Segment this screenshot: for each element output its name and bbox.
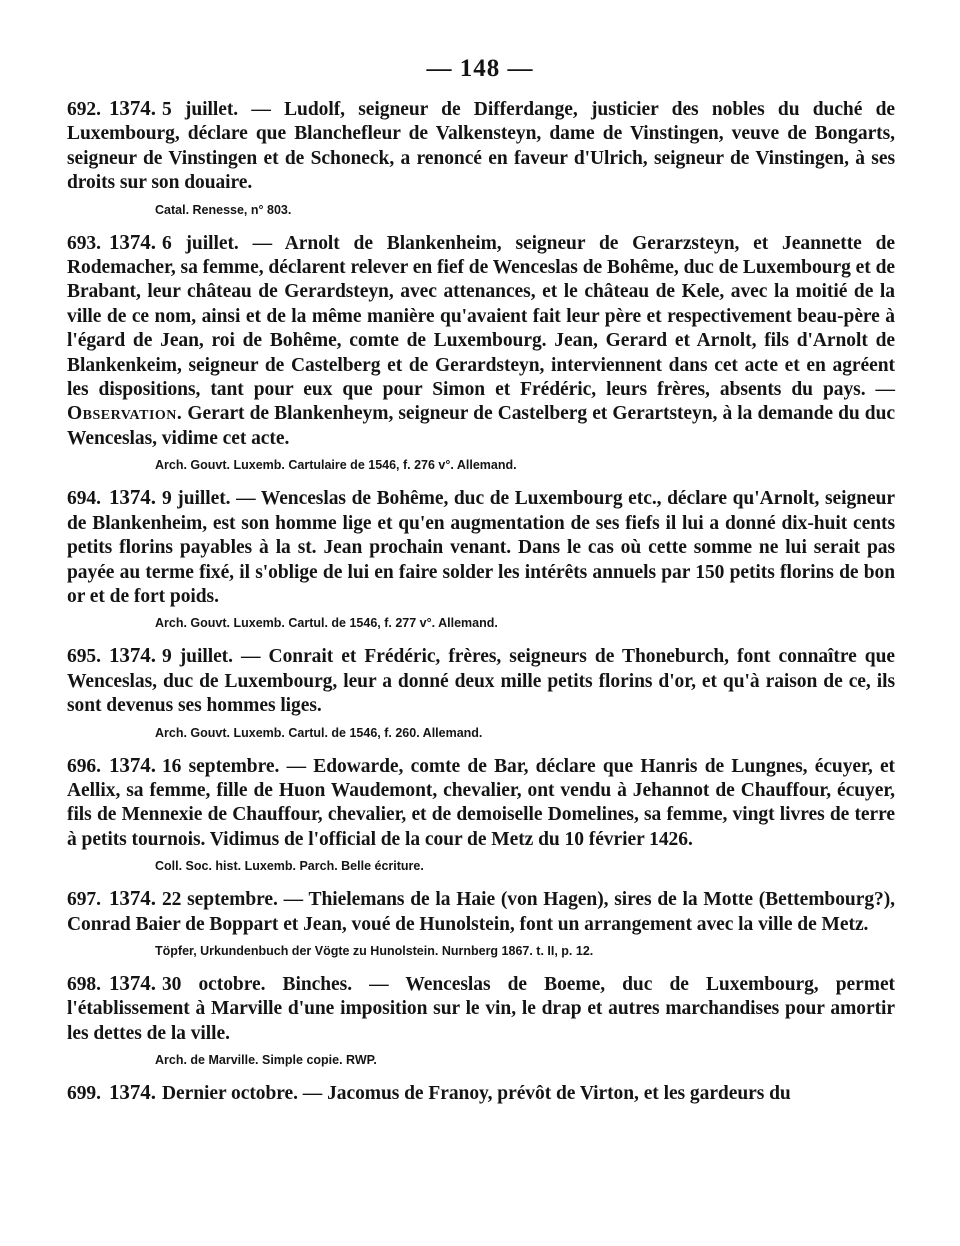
entry-text <box>67 971 895 1046</box>
entry-number: 693. <box>67 232 101 254</box>
entry-year: 1374. <box>108 886 156 911</box>
entry-body-continued: Gerart de Blankenheym, seigneur de Castelberg et Gerartsteyn, à la demande du duc Wenceslas, vidime cet acte. <box>67 403 895 449</box>
entry-body: — Jacomus de Franoy, prévôt de Virton, et les gardeurs du <box>302 1083 791 1105</box>
entry-text <box>67 485 895 609</box>
entry-692 <box>67 96 895 219</box>
entry-source: Coll. Soc. hist. Luxemb. Parch. Belle écriture. <box>155 859 424 874</box>
entry-date: 5 juillet. <box>161 99 239 120</box>
entry-date: 22 septembre. <box>161 889 278 911</box>
entry-body: — Edowarde, comte de Bar, déclare que Hanris de Lungnes, écuyer, et Aellix, sa femme, fille de Huon Waudemont, chevalier, ont vendu à Jehannot de Chauffour, écuyer, fils de Mennexie de Chauffour, chevalier, et de demoiselle Domelines, sa femme, vingt livres de terre à petits tournois. Vidimus de l'official de la cour de Metz du 10 février 1426. <box>67 755 895 850</box>
entry-697 <box>67 886 895 960</box>
entry-source: Arch. de Marville. Simple copie. RWP. <box>155 1053 377 1068</box>
entry-body: — Wenceslas de Bohême, duc de Luxembourg etc., déclare qu'Arnolt, seigneur de Blankenheim, est son homme lige et qu'en augmentation de ses fiefs il lui a donné dix-huit cents petits florins payables à la st. Jean prochain venant. Dans le cas où cette somme ne lui serait pas payée au terme fixé, il s'oblige de lui en faire solder les intérêts annuels par 150 petits florins de bon or et de fort poids. <box>67 488 895 607</box>
entry-number: 695. <box>67 646 101 668</box>
entry-number: 699. <box>67 1083 101 1105</box>
entry-date: 30 octobre. <box>161 973 266 995</box>
entry-number: 694. <box>67 488 101 510</box>
entry-number: 698. <box>67 973 101 995</box>
entries-list <box>67 96 895 1118</box>
entry-body: — Arnolt de Blankenheim, seigneur de Gerarzsteyn, et Jeannette de Rodemacher, sa femme, déclarent relever en fief de Wenceslas de Bohême, duc de Luxembourg et de Brabant, leur château de Gerardsteyn, avec attenances, et le château de Kele, avec la moitié de la ville de ce nom, ainsi et de la même manière qu'avaient fait leur père et respectivement beau-père à l'égard de Jean, roi de Bohême, comte de Luxembourg. Jean, Gerard et Arnolt, fils d'Arnolt de Blankenkeim, seigneur de Castelberg et de Gerardsteyn, interviennent dans cet acte et en agréent les dispositions, tant pour eux que pour Simon et Frédéric, leurs frères, absents du pays. — <box>67 232 895 401</box>
entry-date: Dernier octobre. <box>161 1083 298 1105</box>
entry-696 <box>67 753 895 876</box>
entry-body: — Thielemans de la Haie (von Hagen), sires de la Motte (Bettembourg?), Conrad Baier de Boppart et Jean, voué de Hunolstein, font un arrangement avec la ville de Metz. <box>67 889 895 935</box>
entry-year: 1374. <box>108 229 156 254</box>
entry-place: Binches. <box>282 973 353 995</box>
entry-text <box>67 1080 895 1106</box>
entry-date: 9 juillet. <box>161 646 233 668</box>
entry-date: 9 juillet. <box>161 488 231 510</box>
entry-year: 1374. <box>108 485 156 510</box>
entry-source: Arch. Gouvt. Luxemb. Cartulaire de 1546, f. 276 v°. Allemand. <box>155 458 517 473</box>
entry-694 <box>67 485 895 632</box>
entry-693 <box>67 230 895 475</box>
entry-source: Arch. Gouvt. Luxemb. Cartul. de 1546, f. 260. Allemand. <box>155 725 483 740</box>
entry-year: 1374. <box>108 96 156 120</box>
entry-number: 692. <box>67 99 101 120</box>
entry-year: 1374. <box>108 970 156 995</box>
entry-source: Catal. Renesse, n° 803. <box>155 202 292 217</box>
entry-year: 1374. <box>108 643 156 668</box>
entry-body: — Wenceslas de Boeme, duc de Luxembourg, permet l'établissement à Marville d'une imposition sur le vin, le drap et autres marchandises pour amortir les dettes de la ville. <box>67 973 896 1044</box>
entry-number: 697. <box>67 889 101 911</box>
entry-date: 6 juillet. <box>161 232 239 254</box>
entry-698 <box>67 971 895 1069</box>
entry-body: — Ludolf, seigneur de Differdange, justicier des nobles du duché de Luxembourg, déclare que Blanchefleur de Valkensteyn, dame de Vinstingen, veuve de Bongarts, seigneur de Vinstingen et de Schoneck, a renoncé en faveur d'Ulrich, seigneur de Vinstingen, à ses droits sur son douaire. <box>67 99 895 194</box>
entry-695 <box>67 643 895 741</box>
entry-date: 16 septembre. <box>161 755 280 777</box>
entry-number: 696. <box>67 755 101 777</box>
entry-year: 1374. <box>108 752 156 777</box>
entry-source: Arch. Gouvt. Luxemb. Cartul. de 1546, f. 277 v°. Allemand. <box>155 616 498 631</box>
entry-body: — Conrait et Frédéric, frères, seigneurs de Thoneburch, font connaître que Wenceslas, duc de Luxembourg, leur a donné deux mille petits florins d'or, et qu'à raison de ce, ils sont devenus ses hommes liges. <box>67 646 895 717</box>
entry-699 <box>67 1080 895 1106</box>
entry-text <box>67 753 895 853</box>
entry-text <box>67 643 895 718</box>
page-number: — 148 — <box>426 55 534 82</box>
entry-text <box>67 230 895 452</box>
observation-label: Observation. <box>67 403 183 425</box>
entry-source: Töpfer, Urkundenbuch der Vögte zu Hunolstein. Nurnberg 1867. t. II, p. 12. <box>155 943 594 958</box>
entry-text <box>67 886 895 937</box>
entry-year: 1374. <box>108 1080 156 1105</box>
entry-text <box>67 96 895 196</box>
